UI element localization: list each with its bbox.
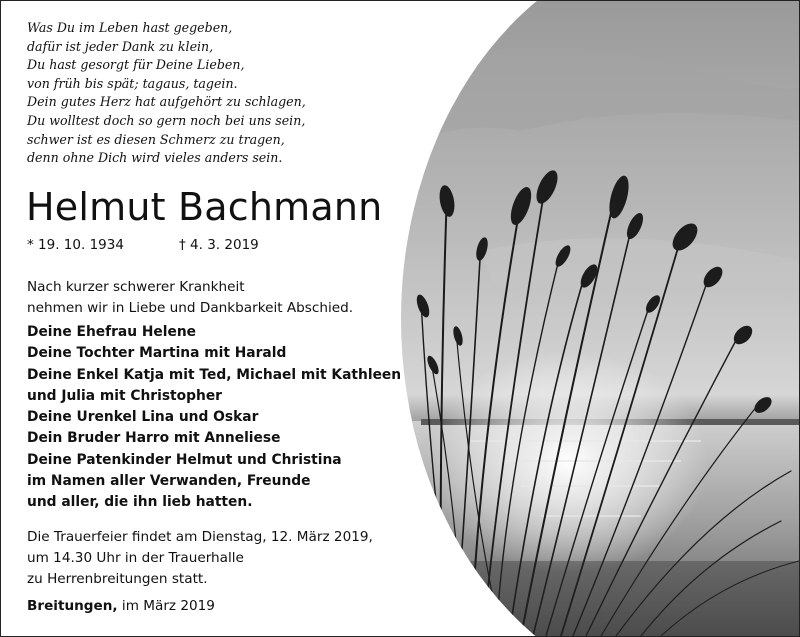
life-dates — [27, 237, 259, 253]
mourner-line: und Julia mit Christopher — [27, 387, 222, 404]
mourner-line: und aller, die ihn lieb hatten. — [27, 494, 253, 511]
memorial-poem — [27, 19, 367, 168]
intro-line: nehmen wir in Liebe und Dankbarkeit Abschied. — [27, 299, 354, 316]
deceased-name: Helmut Bachmann — [26, 185, 383, 229]
service-line: zu Herrenbreitungen statt. — [27, 571, 208, 587]
poem-line: Du wolltest doch so gern noch bei uns sein, — [27, 112, 306, 128]
mourners-list — [27, 322, 427, 514]
farewell-intro — [27, 277, 427, 318]
poem-line: denn ohne Dich wird vieles anders sein. — [27, 150, 283, 166]
funeral-service-info — [27, 527, 437, 590]
mourner-line: Deine Patenkinder Helmut und Christina — [27, 451, 342, 468]
service-line: um 14.30 Uhr in der Trauerhalle — [27, 550, 244, 566]
poem-line: von früh bis spät; tagaus, tagein. — [27, 75, 238, 91]
closing-line — [27, 598, 215, 614]
service-line: Die Trauerfeier findet am Dienstag, 12. März 2019, — [27, 529, 373, 545]
birth-date: * 19. 10. 1934 — [27, 237, 124, 253]
mourner-line: Deine Ehefrau Helene — [27, 324, 197, 340]
mourner-line: Deine Tochter Martina mit Harald — [27, 345, 287, 362]
poem-line: Du hast gesorgt für Deine Lieben, — [27, 57, 245, 73]
poem-line: Was Du im Leben hast gegeben, — [27, 20, 233, 35]
closing-place: Breitungen, — [27, 598, 118, 614]
intro-line: Nach kurzer schwerer Krankheit — [27, 279, 245, 295]
mourner-line: Dein Bruder Harro mit Anneliese — [27, 430, 281, 447]
mourner-line: im Namen aller Verwanden, Freunde — [27, 473, 311, 490]
poem-line: dafür ist jeder Dank zu klein, — [27, 38, 214, 54]
poem-line: schwer ist es diesen Schmerz zu tragen, — [27, 131, 285, 147]
mourner-line: Deine Enkel Katja mit Ted, Michael mit Kathleen — [27, 366, 402, 383]
mourner-line: Deine Urenkel Lina und Oskar — [27, 409, 259, 426]
closing-date: im März 2019 — [121, 598, 215, 614]
death-date: † 4. 3. 2019 — [179, 237, 259, 253]
poem-line: Dein gutes Herz hat aufgehört zu schlagen, — [27, 94, 306, 110]
